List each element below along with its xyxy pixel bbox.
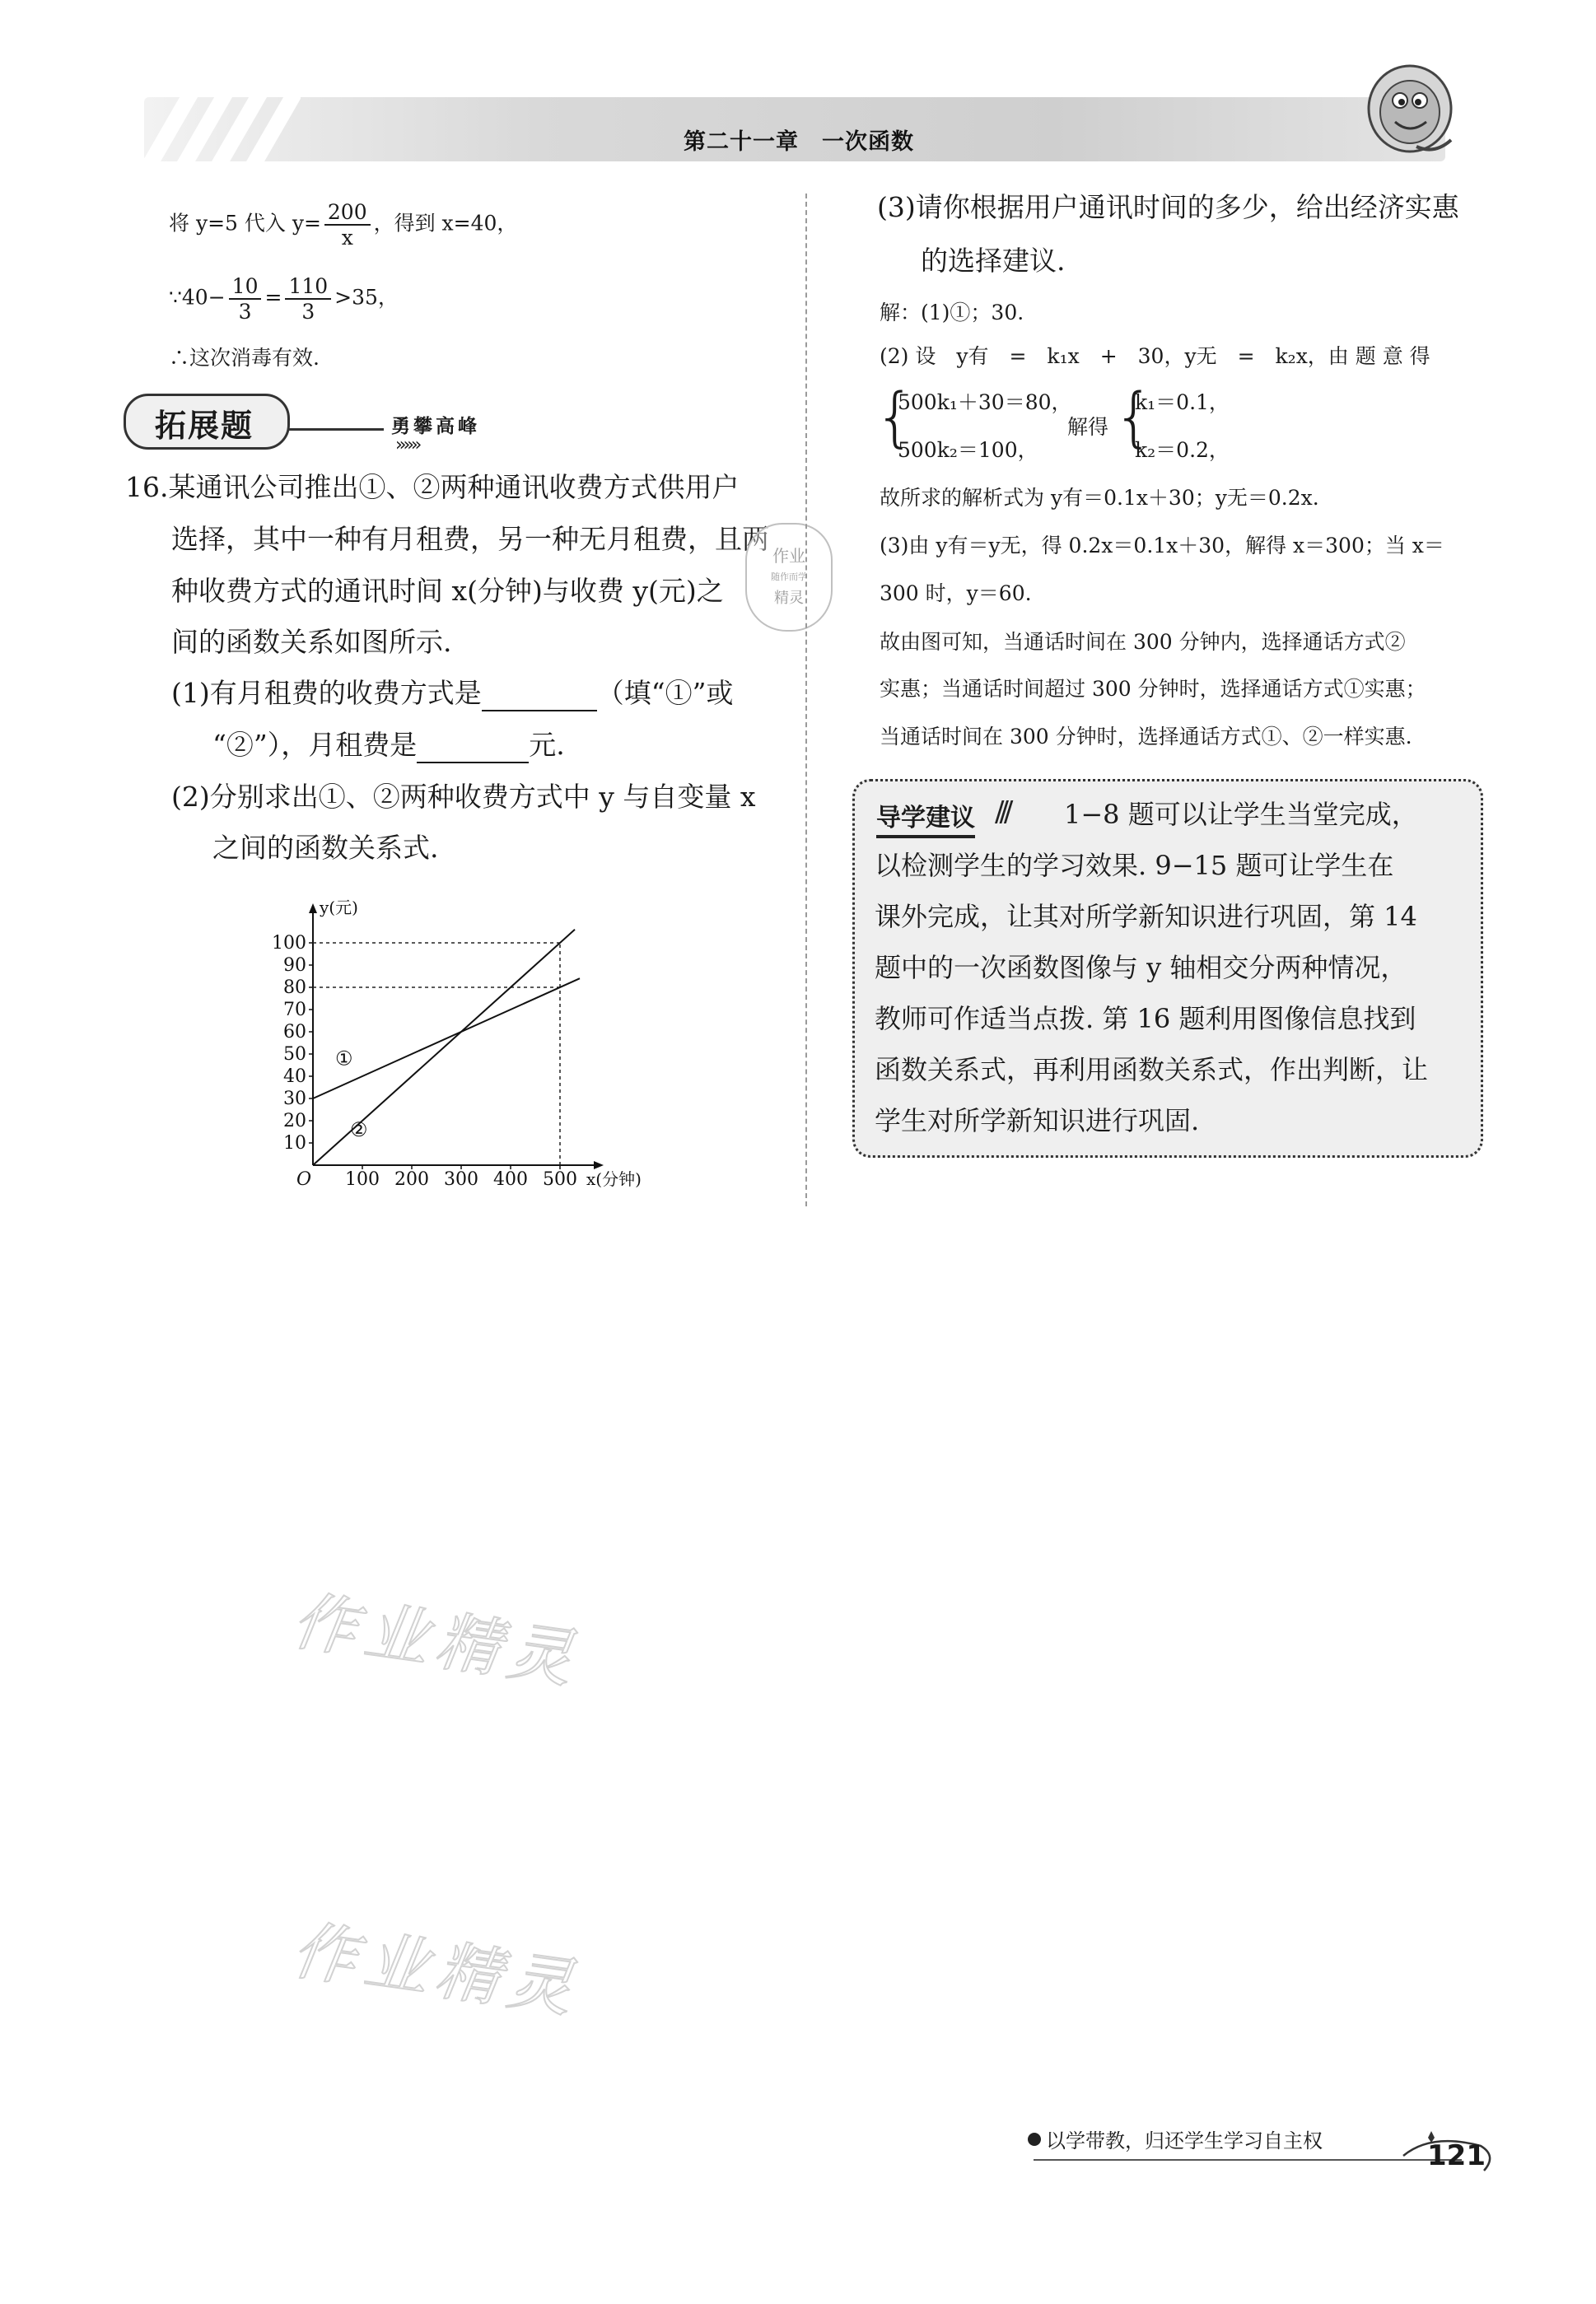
tip-line2: 以检测学生的学习效果. 9−15 题可让学生在	[875, 850, 1394, 881]
y-tick-label: 60	[283, 1022, 306, 1042]
teaching-tip-label: 导学建议	[876, 797, 975, 838]
problem16-line3: 种收费方式的通讯时间 x(分钟)与收费 y(元)之	[171, 575, 724, 607]
stamp-watermark: 作业 随作而学 精灵	[745, 523, 833, 632]
footer-motto: 以学带教，归还学生学习自主权	[1046, 2129, 1323, 2152]
extension-title: 拓展题	[155, 408, 254, 444]
page-number: 121	[1427, 2139, 1486, 2172]
problem16-q2-line2: 之间的函数关系式.	[212, 832, 439, 864]
x-axis-label: x(分钟)	[586, 1169, 642, 1189]
result-2: k₂＝0.2，	[1135, 438, 1230, 462]
answer-line8: 当通话时间在 300 分钟时，选择通话方式①、②一样实惠.	[880, 725, 1412, 749]
series-label-1: ①	[335, 1047, 353, 1070]
tip-line1: 1−8 题可以让学生当堂完成，	[1064, 799, 1418, 830]
watermark-1: 作业精灵	[287, 1583, 586, 1698]
y-tick-label: 80	[283, 977, 306, 998]
prev-solution-line1: 将 y=5 代入 y= $\frac{200}{x}$ ，得到 x=40，	[169, 200, 518, 250]
extension-banner	[124, 394, 486, 455]
problem16-q1-line2: “②”），月租费是 元.	[212, 729, 565, 763]
solve-label: 解得	[1067, 415, 1109, 439]
answer-line2: (2) 设 y有 = k₁x + 30，y无 = k₂x，由 题 意 得	[880, 344, 1430, 368]
problem16-line4: 间的函数关系如图所示.	[171, 626, 452, 658]
extension-arrows: »»»	[395, 435, 419, 455]
y-tick-label: 40	[283, 1066, 306, 1087]
result-1: k₁＝0.1，	[1135, 390, 1230, 414]
footer-line	[1034, 2159, 1462, 2161]
x-tick-label: 300	[444, 1169, 478, 1190]
problem16-line2: 选择，其中一种有月租费，另一种无月租费，且两	[171, 523, 769, 555]
problem16-q2-line1: (2)分别求出①、②两种收费方式中 y 与自变量 x	[171, 781, 756, 813]
prev-solution-line2: ∵40− $\frac{10}{3}$ = $\frac{110}{3}$ >35，	[169, 274, 399, 324]
answer-line1: 解：(1)①；30.	[880, 301, 1024, 324]
x-tick-label: 200	[394, 1169, 429, 1190]
extension-subtitle: 勇攀高峰	[391, 415, 480, 437]
footer-bullet-icon	[1028, 2133, 1041, 2146]
y-tick-label: 90	[283, 955, 306, 976]
y-tick-label: 100	[272, 933, 306, 954]
series-line-1	[313, 978, 580, 1098]
equation-2: 500k₂＝100，	[898, 438, 1038, 462]
equation-1: 500k₁＋30＝80，	[898, 390, 1072, 414]
header-stripes	[144, 97, 301, 161]
q3-line2: 的选择建议.	[921, 245, 1066, 277]
origin-label: O	[296, 1169, 312, 1190]
y-tick-label: 10	[283, 1133, 306, 1154]
function-chart	[272, 893, 651, 1198]
y-axis-arrow	[309, 903, 317, 913]
left-brace-result: {	[1113, 380, 1155, 455]
answer-blank-1[interactable]	[482, 677, 597, 711]
y-axis-label: y(元)	[320, 898, 358, 917]
problem16-q1-line1: (1)有月租费的收费方式是 （填“①”或	[171, 677, 734, 711]
problem16-line1: 16.某通讯公司推出①、②两种通讯收费方式供用户	[125, 471, 740, 503]
y-tick-label: 50	[283, 1044, 306, 1065]
column-divider	[805, 194, 807, 1206]
y-tick-label: 30	[283, 1089, 306, 1109]
answer-line7: 实惠；当通话时间超过 300 分钟时，选择通话方式①实惠；	[880, 677, 1426, 701]
y-tick-label: 70	[283, 1000, 306, 1020]
tip-line4: 题中的一次函数图像与 y 轴相交分两种情况，	[875, 952, 1407, 983]
answer-line5: 300 时，y＝60.	[880, 581, 1032, 605]
x-axis-arrow	[594, 1161, 604, 1169]
tip-line6: 函数关系式，再利用函数关系式，作出判断，让	[875, 1054, 1429, 1085]
answer-line6: 故由图可知，当通话时间在 300 分钟内，选择通话方式②	[880, 630, 1406, 654]
extension-dash	[288, 428, 384, 431]
answer-line4: (3)由 y有＝y无，得 0.2x＝0.1x＋30，解得 x＝300；当 x＝	[880, 534, 1444, 557]
tip-line3: 课外完成，让其对所学新知识进行巩固，第 14	[875, 901, 1417, 932]
y-tick-label: 20	[283, 1111, 306, 1131]
tip-line7: 学生对所学新知识进行巩固.	[875, 1105, 1200, 1136]
x-tick-label: 400	[493, 1169, 528, 1190]
watermark-2: 作业精灵	[287, 1913, 586, 2027]
answer-blank-2[interactable]	[417, 729, 529, 763]
teaching-tip-slashes: ///	[995, 795, 1009, 828]
q3-line1: (3)请你根据用户通讯时间的多少，给出经济实惠	[877, 191, 1459, 223]
prev-solution-line3: ∴这次消毒有效.	[169, 346, 320, 370]
chapter-title: 第二十一章 一次函数	[684, 129, 914, 155]
answer-line3: 故所求的解析式为 y有＝0.1x＋30；y无＝0.2x.	[880, 486, 1319, 510]
series-label-2: ②	[350, 1117, 368, 1141]
mascot-icon	[1359, 58, 1466, 165]
x-tick-label: 100	[345, 1169, 380, 1190]
x-tick-label: 500	[543, 1169, 577, 1190]
tip-line5: 教师可作适当点拨. 第 16 题利用图像信息找到	[875, 1003, 1416, 1034]
left-brace-system: {	[875, 380, 916, 455]
